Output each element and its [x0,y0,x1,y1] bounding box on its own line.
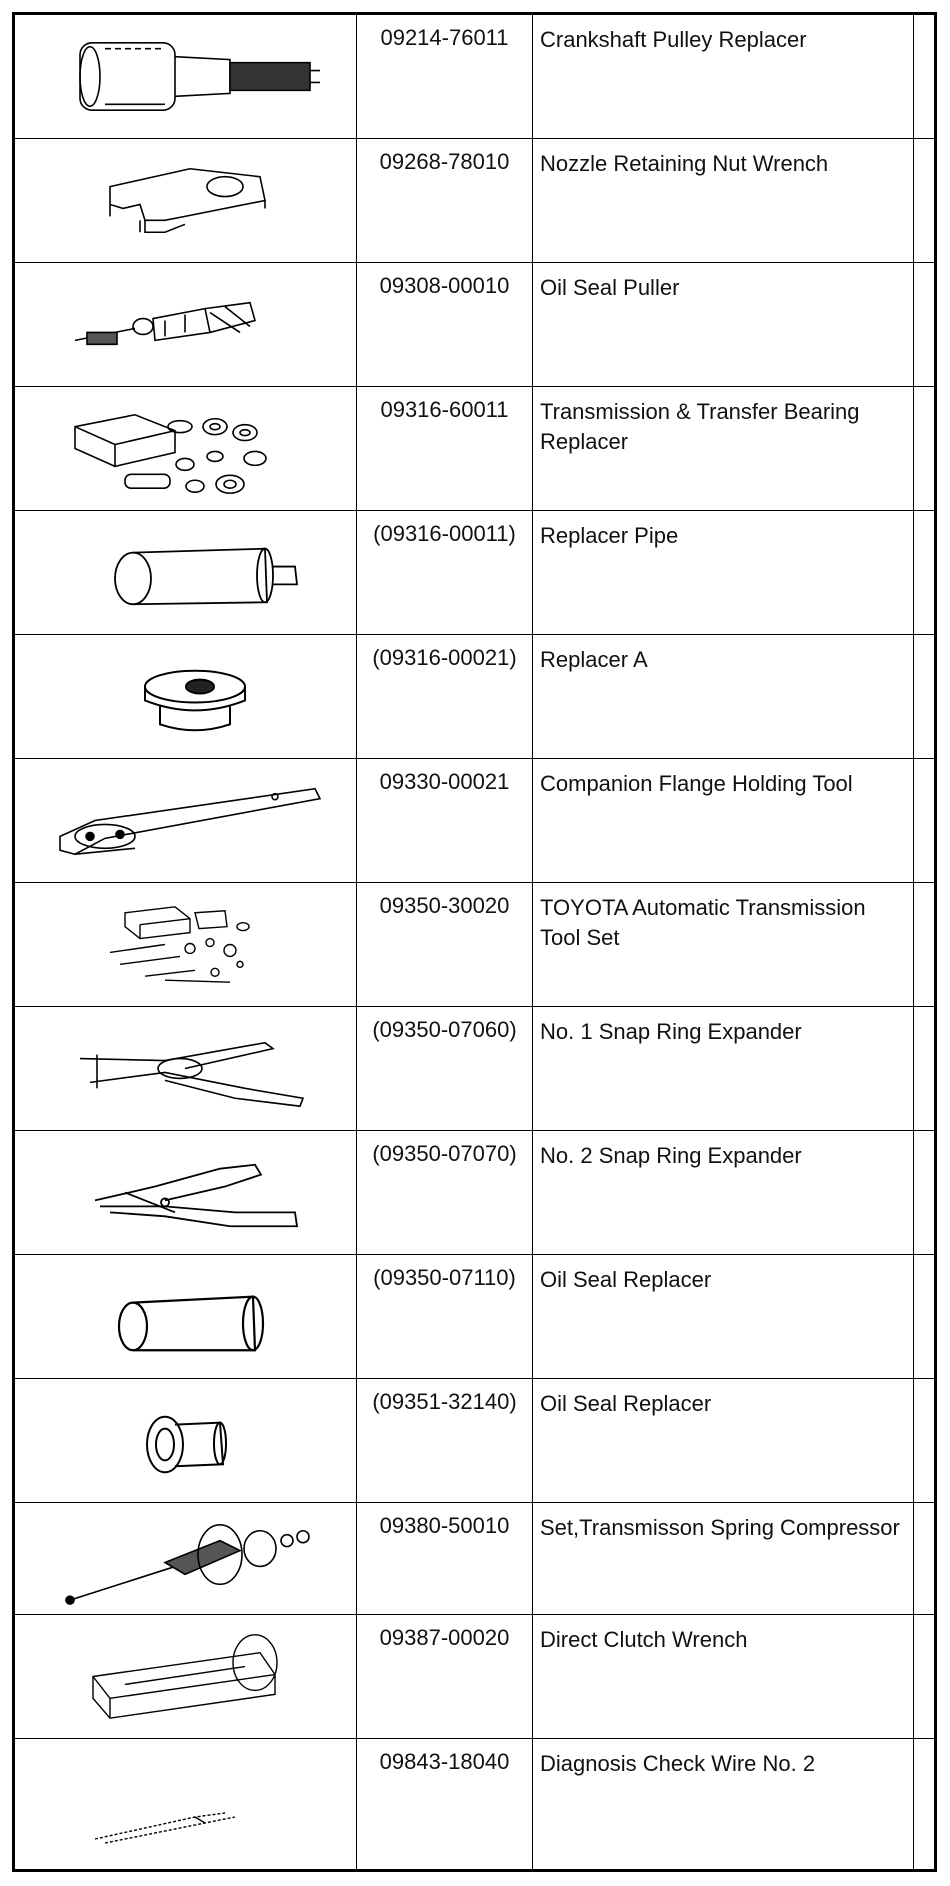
tool-name: Oil Seal Replacer [533,1255,914,1378]
crankshaft-pulley-replacer-icon [15,15,357,138]
table-row [15,759,934,883]
table-row [15,1739,934,1869]
tool-name: Nozzle Retaining Nut Wrench [533,139,914,262]
table-row [15,883,934,1007]
oil-seal-replacer-tube-icon [15,1255,357,1378]
table-row [15,387,934,511]
tool-name: No. 1 Snap Ring Expander [533,1007,914,1130]
table-row [15,511,934,635]
part-number: 09316-60011 [357,387,533,510]
tool-name: Diagnosis Check Wire No. 2 [533,1739,914,1869]
part-number: 09214-76011 [357,15,533,138]
tool-name: Companion Flange Holding Tool [533,759,914,882]
tool-name: Replacer A [533,635,914,758]
part-number: 09268-78010 [357,139,533,262]
part-number: 09380-50010 [357,1503,533,1614]
spring-compressor-icon [15,1503,357,1614]
tool-name: Transmission & Transfer Bearing Replacer [533,387,914,510]
tool-name: Replacer Pipe [533,511,914,634]
table-row [15,1379,934,1503]
part-number: (09316-00021) [357,635,533,758]
tool-name: TOYOTA Automatic Transmission Tool Set [533,883,914,1006]
part-number: (09350-07110) [357,1255,533,1378]
table-row [15,1615,934,1739]
special-tools-table [12,12,937,1872]
table-row [15,1007,934,1131]
part-number: (09316-00011) [357,511,533,634]
part-number: (09351-32140) [357,1379,533,1502]
bearing-replacer-set-icon [15,387,357,510]
part-number: (09350-07070) [357,1131,533,1254]
table-row [15,635,934,759]
part-number: (09350-07060) [357,1007,533,1130]
part-number: 09387-00020 [357,1615,533,1738]
tool-name: Oil Seal Puller [533,263,914,386]
tool-name: Direct Clutch Wrench [533,1615,914,1738]
tool-name: Set,Transmisson Spring Compressor [533,1503,914,1614]
flange-holding-tool-icon [15,759,357,882]
table-row [15,263,934,387]
replacer-pipe-icon [15,511,357,634]
direct-clutch-wrench-icon [15,1615,357,1738]
part-number: 09308-00010 [357,263,533,386]
table-row [15,139,934,263]
table-row [15,1131,934,1255]
part-number: 09350-30020 [357,883,533,1006]
part-number: 09330-00021 [357,759,533,882]
snap-ring-expander-2-icon [15,1131,357,1254]
oil-seal-replacer-icon [15,1379,357,1502]
oil-seal-puller-icon [15,263,357,386]
tool-name: Oil Seal Replacer [533,1379,914,1502]
tool-name: Crankshaft Pulley Replacer [533,15,914,138]
diagnosis-check-wire-icon [15,1739,357,1869]
table-row [15,15,934,139]
table-row [15,1255,934,1379]
replacer-a-icon [15,635,357,758]
table-row [15,1503,934,1615]
snap-ring-expander-1-icon [15,1007,357,1130]
nozzle-nut-wrench-icon [15,139,357,262]
tool-name: No. 2 Snap Ring Expander [533,1131,914,1254]
transmission-tool-set-icon [15,883,357,1006]
part-number: 09843-18040 [357,1739,533,1869]
